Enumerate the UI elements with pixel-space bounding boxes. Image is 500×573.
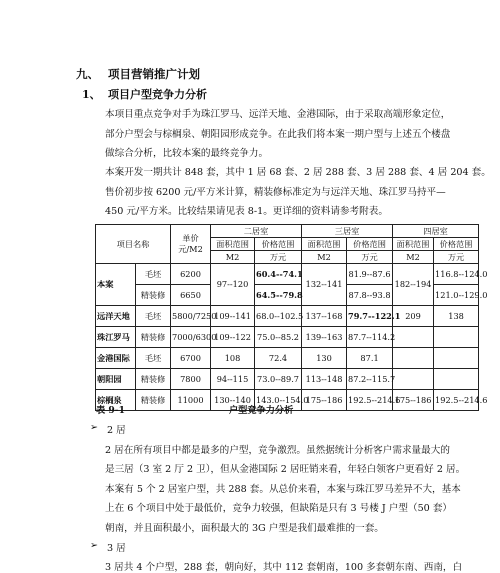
paragraph-line: 上在 6 个项目中处于最低价，竞争力较强，但缺陷是只有 3 号楼 J 户型（50 套） — [105, 503, 453, 514]
intro-line: 本项目重点竞争对手为珠江罗马、远洋天地、金港国际，由于采取高端形象定位， — [105, 109, 451, 120]
intro-line: 本案开发一期共计 848 套，其中 1 居 68 套、2 居 288 套、3 居 288 套、4 居 204 套。 — [105, 167, 491, 178]
cell-price: 7000/6300 — [171, 327, 211, 348]
cell-type: 精装修 — [136, 327, 171, 348]
cell-price-4br: 121.0--129.0 — [434, 285, 479, 306]
intro-line: 做综合分析，比较本案的最终竞争力。 — [105, 148, 269, 159]
table-caption-number: 表 9-1 — [96, 405, 125, 416]
paragraph-line: 本案有 5 个 2 居室户型，共 288 套。从总价来看，本案与珠江罗马差异不大，基本 — [105, 484, 461, 495]
cell-type: 毛坯 — [136, 348, 171, 369]
cell-price-3br: 87.7--114.2 — [347, 327, 393, 348]
bullet-arrow-icon: ➢ — [90, 540, 99, 551]
cell-price-2br: 60.4--74.1 — [255, 264, 302, 285]
bullet-title-3br: 3 居 — [107, 543, 126, 554]
cell-area-2br: 109--141 — [211, 306, 255, 327]
header-unit: 万元 — [255, 251, 302, 264]
cell-area-3br: 130 — [302, 348, 347, 369]
header-unit-price: 单价 元/M2 — [171, 225, 211, 264]
bullet-title-2br: 2 居 — [107, 425, 126, 436]
header-2br: 二居室 — [211, 225, 302, 238]
paragraph-line: 朝南，并且面积最小，面积最大的 3G 户型是我们最难推的一套。 — [105, 523, 384, 534]
cell-price: 6700 — [171, 348, 211, 369]
cell-type: 精装修 — [136, 369, 171, 390]
intro-line: 部分户型会与棕榈泉、朝阳园形成竞争。在此我们将本案一期户型与上述五个楼盘 — [105, 129, 451, 140]
cell-price: 6650 — [171, 285, 211, 306]
cell-area-4br: 175--186 — [393, 390, 434, 411]
subsection-number: 1、 — [82, 88, 101, 101]
section-number: 九、 — [76, 67, 99, 81]
header-unit: M2 — [211, 251, 255, 264]
cell-empty — [393, 348, 434, 369]
cell-price: 5800/7250 — [171, 306, 211, 327]
cell-price-2br: 143.0--154.0 — [255, 390, 302, 411]
intro-line: 450 元/平方米。比较结果请见表 8-1。更详细的资料请参考附表。 — [105, 206, 388, 217]
cell-price-3br: 87.1 — [347, 348, 393, 369]
header-area: 面积范围 — [393, 238, 434, 251]
paragraph-line: 是三居（3 室 2 厅 2 卫），但从金港国际 2 居旺销来看，年轻白领客户更看好 2 居。 — [105, 464, 466, 475]
cell-area-2br: 108 — [211, 348, 255, 369]
cell-price-3br: 81.9--87.6 — [347, 264, 393, 285]
header-3br: 三居室 — [302, 225, 393, 238]
cell-price: 7800 — [171, 369, 211, 390]
cell-price-2br: 68.0--102.5 — [255, 306, 302, 327]
subsection-title: 项目户型竞争力分析 — [108, 88, 207, 101]
cell-area-3br: 137--168 — [302, 306, 347, 327]
cell-price-4br: 192.5--214.6 — [434, 390, 479, 411]
cell-type: 精装修 — [136, 285, 171, 306]
cell-area-2br: 109--122 — [211, 327, 255, 348]
cell-price-3br: 87.8--93.8 — [347, 285, 393, 306]
cell-area-2br: 130--140 — [211, 390, 255, 411]
cell-price-3br: 79.7--122.1 — [347, 306, 393, 327]
row-name: 朝阳园 — [96, 369, 136, 390]
intro-line: 售价初步按 6200 元/平方米计算，精装修标准定为与远洋天地、珠江罗马持平— — [105, 187, 446, 198]
cell-price-4br: 138 — [434, 306, 479, 327]
cell-empty — [393, 369, 434, 390]
header-unit: M2 — [393, 251, 434, 264]
cell-area-4br: 182--194 — [393, 264, 434, 306]
cell-price-2br: 64.5--79.8 — [255, 285, 302, 306]
cell-price: 11000 — [171, 390, 211, 411]
cell-empty — [434, 369, 479, 390]
header-area: 面积范围 — [302, 238, 347, 251]
header-price-range: 价格范围 — [255, 238, 302, 251]
cell-price-3br: 192.5--214.6 — [347, 390, 393, 411]
header-unit: M2 — [302, 251, 347, 264]
cell-price-2br: 73.0--89.7 — [255, 369, 302, 390]
table-caption-title: 户型竞争力分析 — [229, 405, 294, 416]
cell-area-4br: 209 — [393, 306, 434, 327]
row-name-benan: 本案 — [96, 264, 136, 306]
paragraph-line: 2 居在所有项目中都是最多的户型，竞争激烈。虽然据统计分析客户需求量最大的 — [105, 445, 450, 456]
paragraph-line-partial: 3 居共 4 个户型，288 套，朝向好，其中 112 套朝南，100 多套朝东南、西南，白 — [105, 562, 463, 573]
section-title: 项目营销推广计划 — [108, 67, 200, 81]
cell-area-2br: 94--115 — [211, 369, 255, 390]
header-project-name: 项目名称 — [96, 225, 171, 264]
header-price-range: 价格范围 — [347, 238, 393, 251]
header-4br: 四居室 — [393, 225, 479, 238]
cell-area-3br: 139--163 — [302, 327, 347, 348]
cell-empty — [393, 327, 434, 348]
cell-price-2br: 75.0--85.2 — [255, 327, 302, 348]
competition-table — [95, 224, 488, 411]
cell-area-3br: 132--141 — [302, 264, 347, 306]
cell-price: 6200 — [171, 264, 211, 285]
cell-type: 毛坯 — [136, 306, 171, 327]
cell-type: 毛坯 — [136, 264, 171, 285]
cell-price-3br: 87.2--115.7 — [347, 369, 393, 390]
cell-price-2br: 72.4 — [255, 348, 302, 369]
header-area: 面积范围 — [211, 238, 255, 251]
header-unit: 万元 — [347, 251, 393, 264]
cell-empty — [434, 327, 479, 348]
cell-area-3br: 113--148 — [302, 369, 347, 390]
cell-price-4br: 116.8--124.0 — [434, 264, 479, 285]
header-unit: 万元 — [434, 251, 479, 264]
cell-empty — [434, 348, 479, 369]
cell-area-2br: 97--120 — [211, 264, 255, 306]
bullet-arrow-icon: ➢ — [90, 422, 99, 433]
header-price-range: 价格范围 — [434, 238, 479, 251]
cell-type: 精装修 — [136, 390, 171, 411]
row-name: 珠江罗马 — [96, 327, 136, 348]
cell-area-3br: 175--186 — [302, 390, 347, 411]
row-name: 棕榈泉 — [96, 390, 136, 411]
row-name: 金港国际 — [96, 348, 136, 369]
row-name: 远洋天地 — [96, 306, 136, 327]
